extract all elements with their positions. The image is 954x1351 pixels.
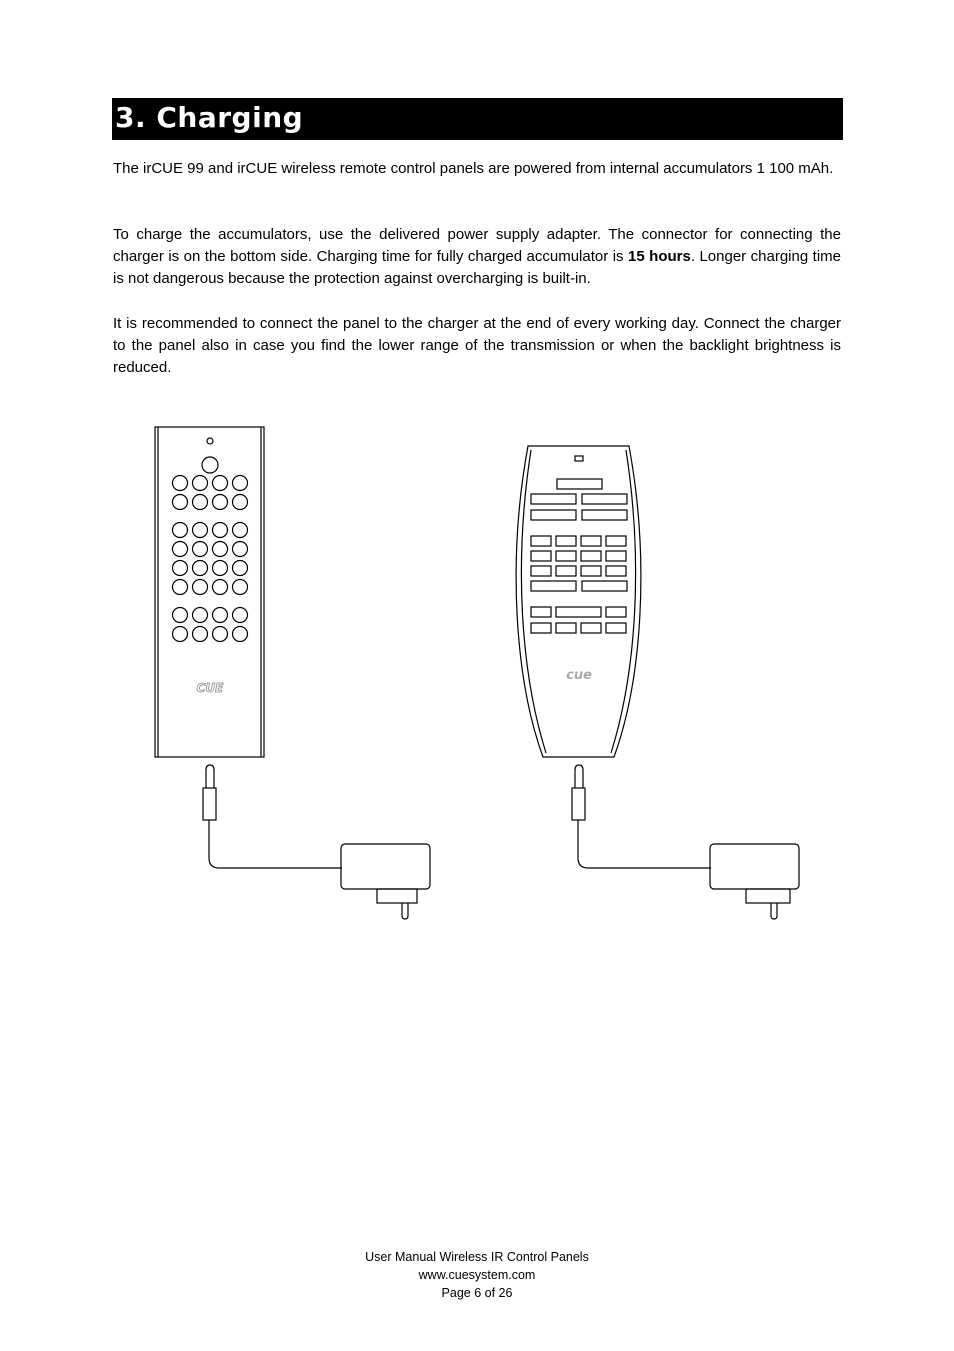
- key-button-icon: [582, 581, 627, 591]
- round-button-icon: [233, 627, 248, 642]
- round-button-icon: [233, 476, 248, 491]
- round-button-icon: [193, 523, 208, 538]
- key-button-icon: [581, 623, 601, 633]
- round-button-icon: [233, 523, 248, 538]
- round-button-icon: [213, 580, 228, 595]
- round-button-icon: [173, 561, 188, 576]
- key-button-icon: [581, 551, 601, 561]
- section-title: 3. Charging: [115, 101, 304, 134]
- charging-illustration: [0, 420, 954, 940]
- round-button-icon: [173, 542, 188, 557]
- round-button-icon: [193, 580, 208, 595]
- charging-text-end: . Longer charging time is not dangerous because the protection against overcharging is built-in.: [113, 248, 841, 287]
- round-button-icon: [173, 523, 188, 538]
- key-button-icon: [581, 566, 601, 576]
- ircue-panel-drawing: [516, 446, 641, 757]
- ircue99-panel-drawing: [155, 427, 264, 757]
- key-button-icon: [531, 494, 576, 504]
- key-button-icon: [556, 551, 576, 561]
- key-button-icon: [531, 536, 551, 546]
- left-charger-drawing: [203, 765, 430, 919]
- round-button-icon: [233, 608, 248, 623]
- key-button-icon: [556, 536, 576, 546]
- round-button-icon: [233, 561, 248, 576]
- round-button-icon: [213, 542, 228, 557]
- right-button-grid: [531, 494, 627, 633]
- charging-time-bold: 15 hours: [628, 248, 691, 265]
- key-button-icon: [556, 566, 576, 576]
- round-button-icon: [173, 580, 188, 595]
- paragraph-recommendation: It is recommended to connect the panel to the charger at the end of every working day. Connect the charger to the panel also in case you find the lower range of the transmission or when the backlight brightness is reduced.: [113, 315, 841, 376]
- key-button-icon: [582, 494, 627, 504]
- round-button-icon: [193, 608, 208, 623]
- key-button-icon: [606, 536, 626, 546]
- round-button-icon: [233, 495, 248, 510]
- round-button-icon: [233, 580, 248, 595]
- round-button-icon: [173, 495, 188, 510]
- right-led-icon: [575, 456, 583, 461]
- key-button-icon: [606, 623, 626, 633]
- round-button-icon: [213, 627, 228, 642]
- round-button-icon: [233, 542, 248, 557]
- round-button-icon: [173, 476, 188, 491]
- key-button-icon: [581, 536, 601, 546]
- right-charger-drawing: [572, 765, 799, 919]
- round-button-icon: [193, 542, 208, 557]
- left-button-grid: [173, 476, 248, 642]
- round-button-icon: [213, 523, 228, 538]
- round-button-icon: [213, 476, 228, 491]
- round-button-icon: [173, 627, 188, 642]
- page-footer: [0, 1248, 954, 1302]
- key-button-icon: [582, 510, 627, 520]
- key-button-icon: [531, 551, 551, 561]
- footer-page-number: Page 6 of 26: [441, 1286, 513, 1300]
- round-button-icon: [213, 495, 228, 510]
- right-panel-logo: cue: [566, 668, 592, 683]
- key-button-icon: [606, 566, 626, 576]
- round-button-icon: [193, 476, 208, 491]
- paragraph-intro: The irCUE 99 and irCUE wireless remote control panels are powered from internal accumulators 1 100 mAh.: [113, 160, 834, 177]
- key-button-icon: [556, 623, 576, 633]
- footer-manual-title: User Manual Wireless IR Control Panels: [365, 1250, 589, 1264]
- round-button-icon: [193, 561, 208, 576]
- key-button-icon: [606, 607, 626, 617]
- left-panel-logo: CUE: [196, 681, 224, 695]
- key-button-icon: [606, 551, 626, 561]
- right-display: [557, 479, 602, 489]
- charging-text-start: To charge the accumulators, use the delivered power supply adapter. The connector for connecting the charger is on the bottom side. Charging time for fully charged accumulator is: [113, 226, 841, 265]
- power-button-icon: [202, 457, 218, 473]
- round-button-icon: [213, 608, 228, 623]
- round-button-icon: [173, 608, 188, 623]
- key-button-icon: [531, 566, 551, 576]
- key-button-icon: [531, 581, 576, 591]
- key-button-icon: [531, 623, 551, 633]
- round-button-icon: [193, 495, 208, 510]
- round-button-icon: [213, 561, 228, 576]
- footer-website: www.cuesystem.com: [418, 1268, 536, 1282]
- led-indicator-icon: [207, 438, 213, 444]
- key-button-icon: [556, 607, 601, 617]
- round-button-icon: [193, 627, 208, 642]
- section-heading: [112, 98, 843, 140]
- paragraph-charging: [113, 224, 841, 290]
- key-button-icon: [531, 510, 576, 520]
- key-button-icon: [531, 607, 551, 617]
